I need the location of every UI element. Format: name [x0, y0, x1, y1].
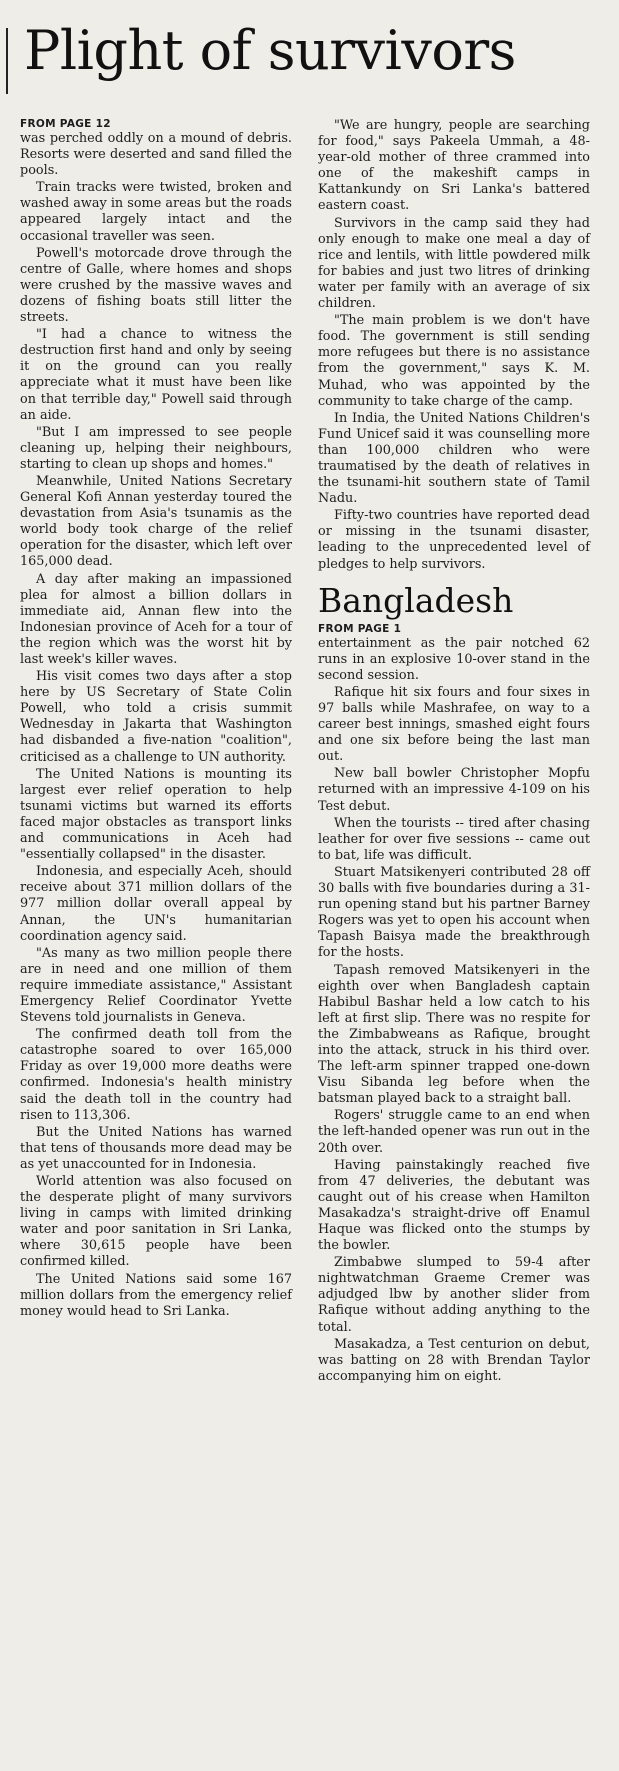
article-paragraph: Survivors in the camp said they had only enough to make one meal a day of rice and lentils, with little powdered milk for babies and just two litres of drinking water per family with an average of six children. — [318, 215, 590, 312]
article-paragraph: In India, the United Nations Children's Fund Unicef said it was counselling more than 100,000 children who were traumatised by the death of relatives in the tsunami-hit southern state of Tamil Nadu. — [318, 410, 590, 507]
article-paragraph: Fifty-two countries have reported dead or missing in the tsunami disaster, leading to the unprecedented level of pledges to help survivors. — [318, 508, 590, 572]
article-paragraph: "As many as two million people there are in need and one million of them require immediate assistance," Assistant Emergency Relief Coordinator Yvette Stevens told journalists in Geneva. — [20, 945, 292, 1026]
article-paragraph: But the United Nations has warned that tens of thousands more dead may be as yet unaccounted for in Indonesia. — [20, 1124, 292, 1172]
continuation-kicker: FROM PAGE 1 — [318, 622, 402, 635]
article-paragraph: Tapash removed Matsikenyeri in the eighth over when Bangladesh captain Habibul Bashar held a low catch to his left at first slip. There was no respite for the Zimbabweans as Rafique, brought into the attack, struck in his third over. The left-arm spinner trapped one-down Visu Sibanda leg before when the batsman played back to a straight ball. — [318, 962, 590, 1107]
article-paragraph: Masakadza, a Test centurion on debut, was batting on 28 with Brendan Taylor accompanying him on eight. — [318, 1336, 590, 1384]
article-paragraph: The confirmed death toll from the catastrophe soared to over 165,000 Friday as over 19,000 more deaths were confirmed. Indonesia's health ministry said the death toll in the country had risen to 113,306. — [20, 1027, 292, 1123]
article-paragraph: Having painstakingly reached five from 47 deliveries, the debutant was caught out of his crease when Hamilton Masakadza's straight-drive off Enamul Haque was flicked onto the stumps by the bowler. — [318, 1157, 590, 1254]
article-paragraph: "The main problem is we don't have food. The government is still sending more refugees but there is no assistance from the government," says K. M. Muhad, who was appointed by the community to take charge of the camp. — [318, 313, 590, 409]
article-paragraph: Zimbabwe slumped to 59-4 after nightwatchman Graeme Cremer was adjudged lbw by another slider from Rafique without adding anything to the total. — [318, 1255, 590, 1335]
left-column — [20, 118, 292, 1321]
continuation-kicker: FROM PAGE 12 — [20, 118, 111, 130]
column-rule — [6, 28, 8, 94]
article-paragraph: Rogers' struggle came to an end when the left-handed opener was run out in the 20th over. — [318, 1108, 590, 1156]
article-paragraph: Train tracks were twisted, broken and washed away in some areas but the roads appeared largely intact and the occasional traveller was seen. — [20, 180, 292, 244]
article-paragraph: The United Nations said some 167 million dollars from the emergency relief money would head to Sri Lanka. — [20, 1271, 292, 1319]
section-subhead: Bangladesh — [318, 580, 514, 620]
article-paragraph: His visit comes two days after a stop here by US Secretary of State Colin Powell, who told a crisis summit Wednesday in Jakarta that Washington had disbanded a five-nation "coalition", criticised as a challenge to UN authority. — [20, 669, 292, 765]
article-paragraph: was perched oddly on a mound of debris. Resorts were deserted and sand filled the pools. — [20, 131, 292, 179]
article-paragraph: World attention was also focused on the desperate plight of many survivors living in camps with limited drinking water and poor sanitation in Sri Lanka, where 30,615 people have been confirmed killed. — [20, 1174, 292, 1270]
article-paragraph: Rafique hit six fours and four sixes in 97 balls while Mashrafee, on way to a career best innings, smashed eight fours and one six before being the last man out. — [318, 684, 590, 765]
right-column — [318, 118, 590, 1386]
article-paragraph: A day after making an impassioned plea for almost a billion dollars in immediate aid, Annan flew into the Indonesian province of Aceh for a tour of the region which was the worst hit by last week's killer waves. — [20, 571, 292, 667]
article-paragraph: Indonesia, and especially Aceh, should receive about 371 million dollars of the 977 million dollar overall appeal by Annan, the UN's humanitarian coordination agency said. — [20, 864, 292, 944]
article-paragraph: New ball bowler Christopher Mopfu returned with an impressive 4-109 on his Test debut. — [318, 766, 590, 814]
article-paragraph: Powell's motorcade drove through the centre of Galle, where homes and shops were crushed by the massive waves and dozens of fishing boats still litter the streets. — [20, 245, 292, 326]
article-paragraph: "But I am impressed to see people cleaning up, helping their neighbours, starting to clean up shops and homes." — [20, 424, 292, 472]
headline: Plight of survivors — [24, 19, 516, 82]
article-paragraph: Meanwhile, United Nations Secretary General Kofi Annan yesterday toured the devastation from Asia's tsunamis as the world body took charge of the relief operation for the disaster, which left over 165,000 dead. — [20, 473, 292, 570]
article-paragraph: "We are hungry, people are searching for food," says Pakeela Ummah, a 48-year-old mother of three crammed into one of the makeshift camps in Kattankundy on Sri Lanka's battered eastern coast. — [318, 118, 590, 214]
article-paragraph: Stuart Matsikenyeri contributed 28 off 30 balls with five boundaries during a 31-run opening stand but his partner Barney Rogers was yet to open his account when Tapash Baisya made the breakthrough for the hosts. — [318, 864, 590, 961]
article-paragraph: The United Nations is mounting its largest ever relief operation to help tsunami victims but warned its efforts faced major obstacles as transport links and communications in Aceh had "essentially collapsed" in the disaster. — [20, 766, 292, 863]
article-paragraph: When the tourists -- tired after chasing leather for over five sessions -- came out to bat, life was difficult. — [318, 815, 590, 863]
article-paragraph: entertainment as the pair notched 62 runs in an explosive 10-over stand in the second session. — [318, 635, 590, 683]
article-paragraph: "I had a chance to witness the destruction first hand and only by seeing it on the ground can you really appreciate what it must have been like on that terrible day," Powell said through an aide. — [20, 327, 292, 423]
